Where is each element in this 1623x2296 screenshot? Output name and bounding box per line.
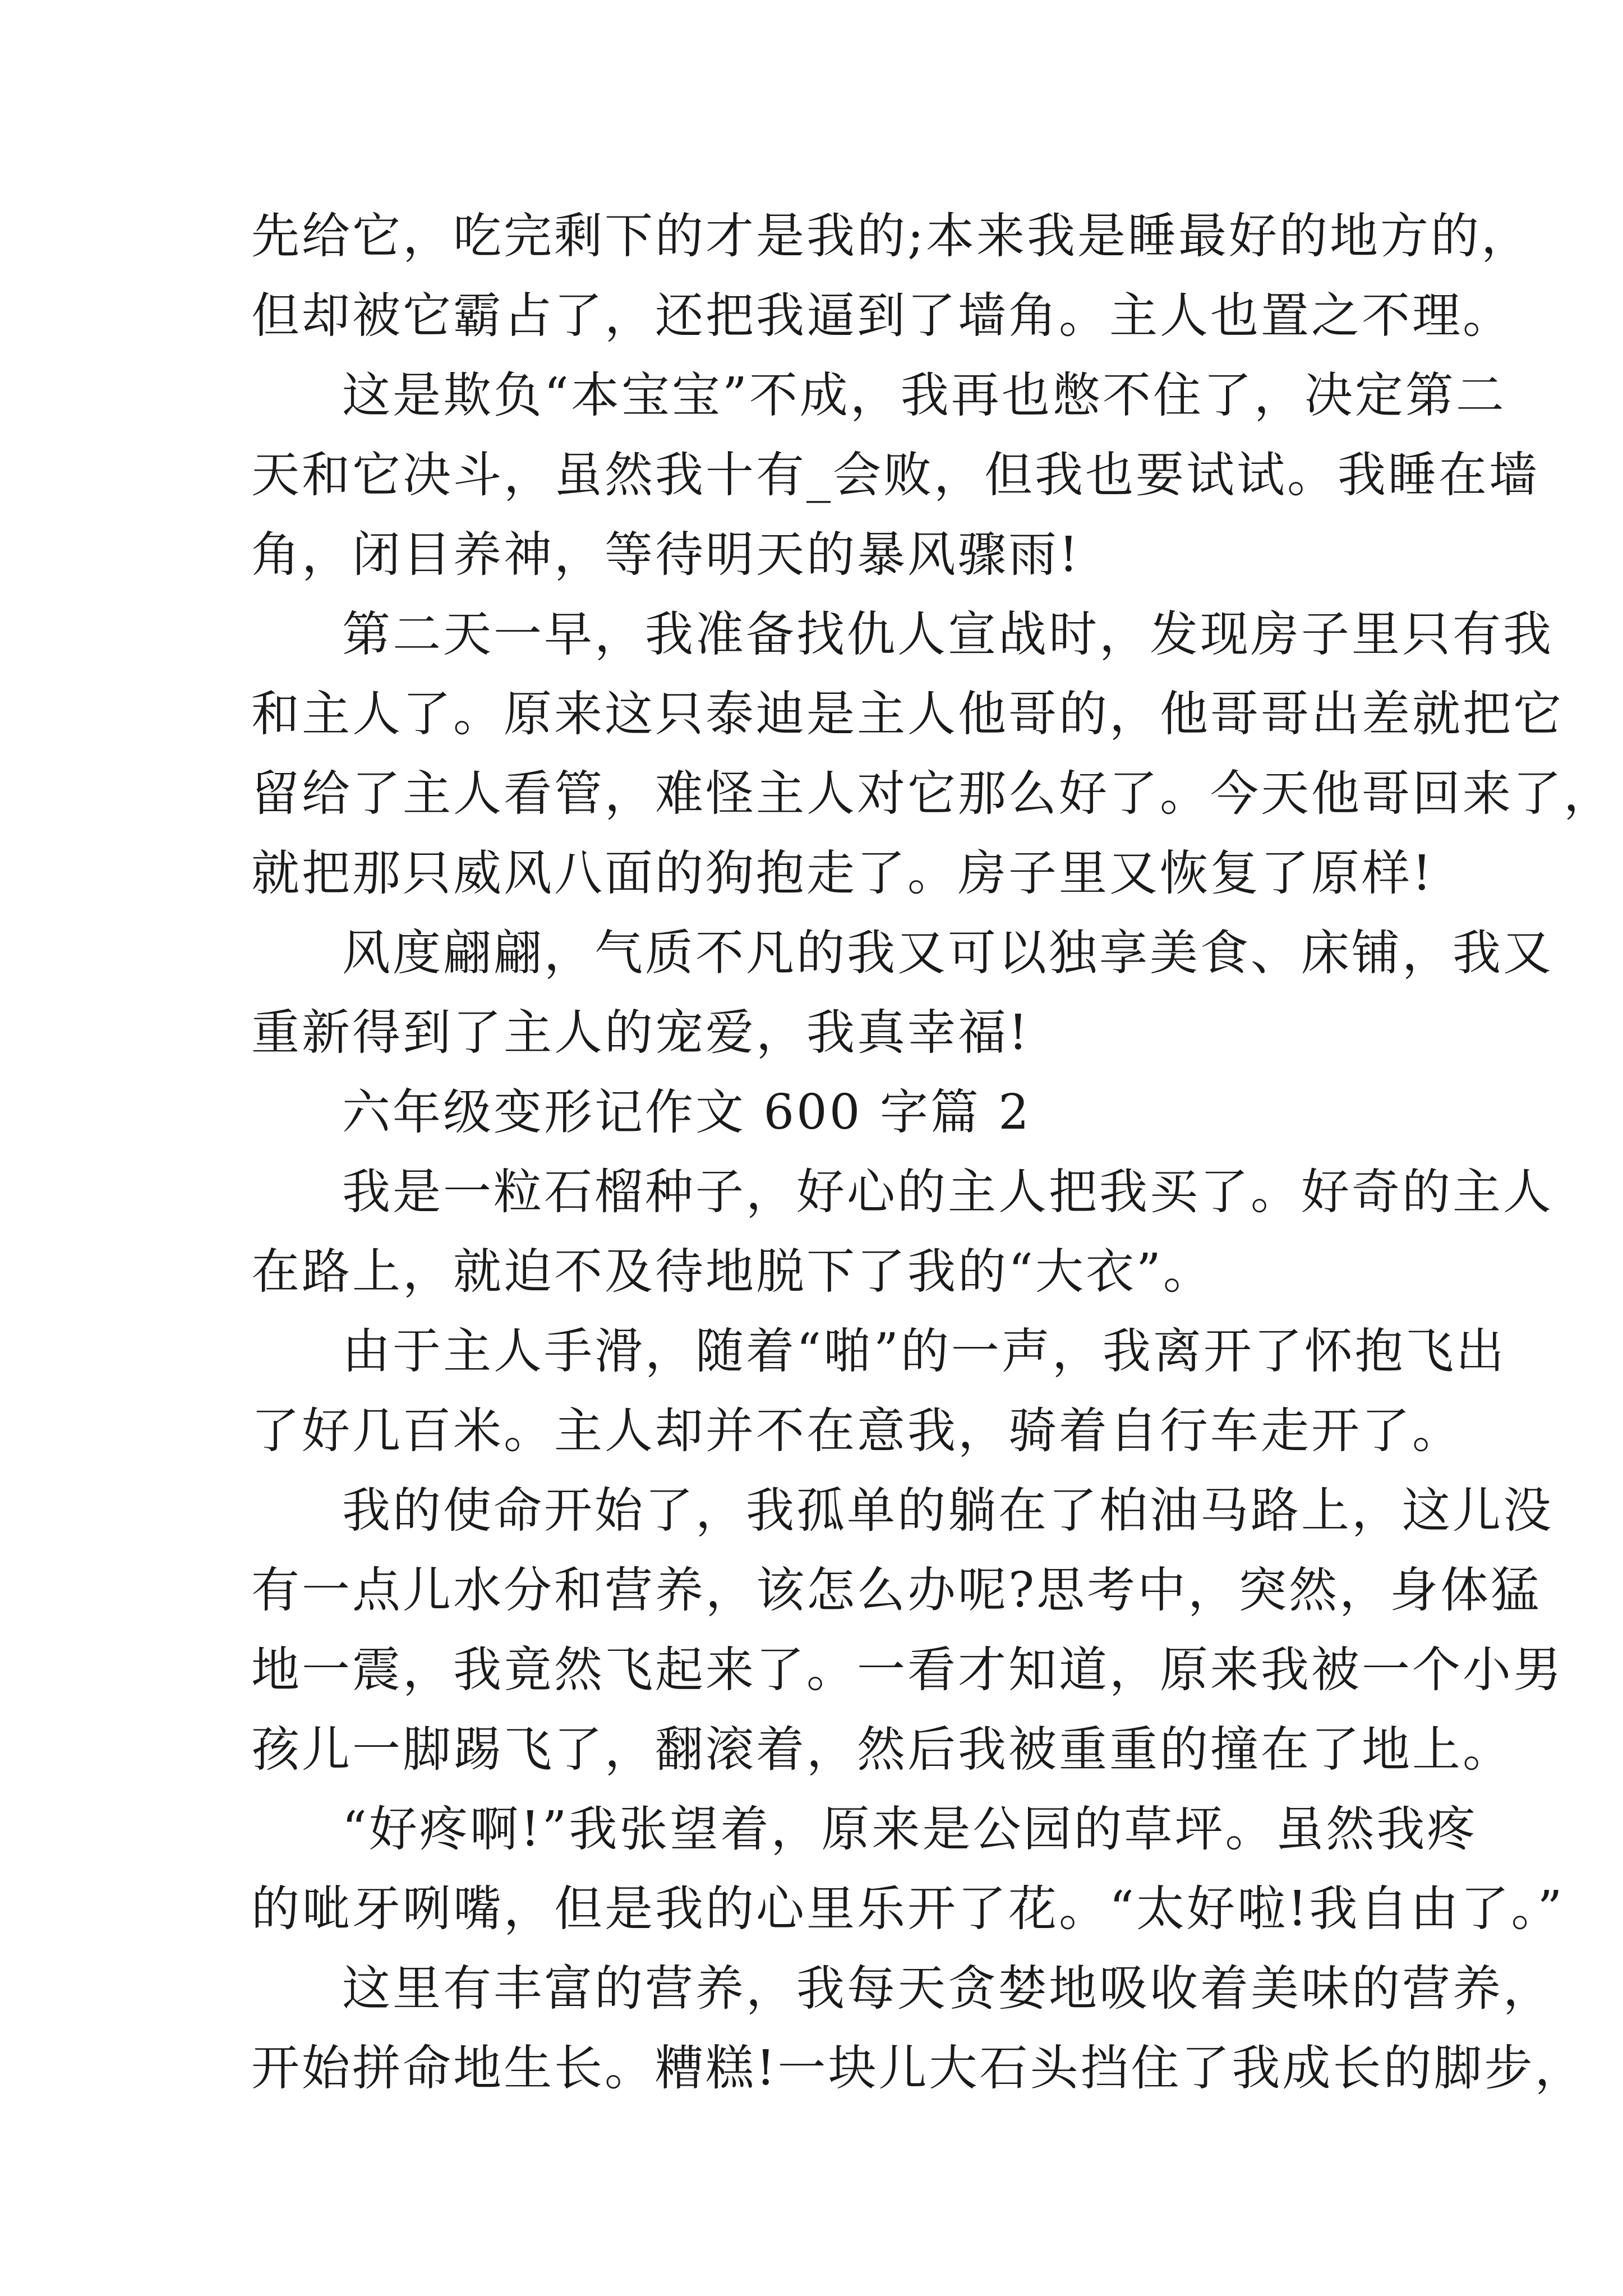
text-line: 开始拼命地生长。糟糕!一块儿大石头挡住了我成长的脚步，	[251, 2040, 1585, 2096]
text-line: 角，闭目养神，等待明天的暴风骤雨!	[251, 527, 1081, 583]
text-line: 留给了主人看管，难怪主人对它那么好了。今天他哥回来了，	[251, 766, 1614, 822]
text-line: 在路上，就迫不及待地脱下了我的“大衣”。	[251, 1244, 1214, 1300]
text-line: 这里有丰富的营养，我每天贪婪地吸收着美味的营养，	[342, 1961, 1553, 2017]
text-line: 有一点儿水分和营养，该怎么办呢?思考中，突然，身体猛	[251, 1562, 1542, 1618]
text-line: 这是欺负“本宝宝”不成，我再也憋不住了，决定第二	[342, 367, 1506, 424]
text-line: 孩儿一脚踢飞了，翻滚着，然后我被重重的撞在了地上。	[251, 1722, 1513, 1778]
text-line: 就把那只威风八面的狗抱走了。房子里又恢复了原样!	[251, 845, 1434, 901]
text-line: 和主人了。原来这只泰迪是主人他哥的，他哥哥出差就把它	[251, 686, 1564, 742]
text-line: 了好几百米。主人却并不在意我，骑着自行车走开了。	[251, 1403, 1463, 1459]
text-line: 但却被它霸占了，还把我逼到了墙角。主人也置之不理。	[251, 288, 1513, 344]
text-line: 先给它，吃完剩下的才是我的;本来我是睡最好的地方的，	[251, 208, 1532, 264]
text-line: “好疼啊!”我张望着，原来是公园的草坪。虽然我疼	[342, 1801, 1478, 1857]
text-line: 由于主人手滑，随着“啪”的一声，我离开了怀抱飞出	[342, 1323, 1506, 1379]
text-line: 地一震，我竟然飞起来了。一看才知道，原来我被一个小男	[251, 1642, 1564, 1698]
section-heading: 六年级变形记作文 600 字篇 2	[342, 1084, 1031, 1140]
text-line: 重新得到了主人的宠爱，我真幸福!	[251, 1005, 1030, 1061]
text-line: 第二天一早，我准备找仇人宣战时，发现房子里只有我	[342, 606, 1553, 662]
text-line: 我是一粒石榴种子，好心的主人把我买了。好奇的主人	[342, 1164, 1553, 1220]
text-line: 我的使命开始了，我孤单的躺在了柏油马路上，这儿没	[342, 1483, 1553, 1539]
essay-body	[251, 196, 1614, 2108]
text-line: 风度翩翩，气质不凡的我又可以独享美食、床铺，我又	[342, 925, 1553, 981]
text-line: 天和它决斗，虽然我十有_会败，但我也要试试。我睡在墙	[251, 447, 1539, 503]
text-line: 的呲牙咧嘴，但是我的心里乐开了花。“太好啦!我自由了。”	[251, 1881, 1565, 1937]
